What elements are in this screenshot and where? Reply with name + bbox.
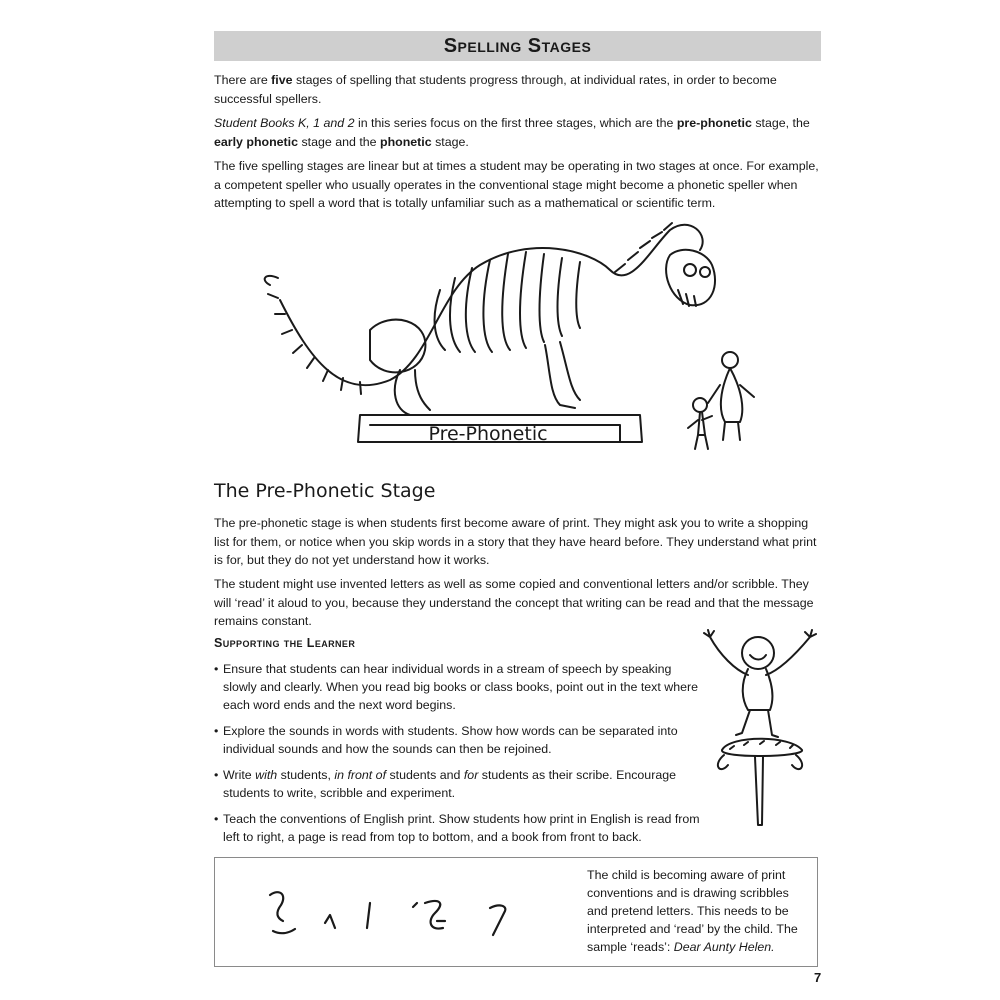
list-text: students and [386, 768, 464, 782]
intro-paragraph-1 [214, 71, 826, 108]
sample-caption-text: The child is becoming aware of print conventions and is drawing scribbles and pretend letters. This needs to be interpreted and ‘read’ by the child. The sample ‘reads’: [587, 868, 798, 954]
list-text: students as their scribe. Encourage students to write, scribble and experiment. [223, 768, 676, 800]
intro-text: stages of spelling that students progress through, at individual rates, in order to become successful spellers. [214, 73, 777, 106]
bold-early-phonetic: early phonetic [214, 134, 299, 149]
support-list [214, 660, 704, 854]
stage-paragraph-2: The student might use invented letters as well as some copied and conventional letters and/or scribble. They will ‘read’ it aloud to you, because they understand the concept that writing can be read and that the message remains constant. [214, 577, 814, 628]
stage-paragraph-1: The pre-phonetic stage is when students first become aware of print. They might ask you to write a shopping list for them, or notice when you skip words in a story that they have heard before. They understand what print is for, but they do not yet understand how it works. [214, 516, 817, 567]
dinosaur-skeleton-illustration [250, 210, 780, 470]
intro-paragraph-2 [214, 114, 826, 151]
stage-heading: The Pre-Phonetic Stage [214, 480, 436, 502]
student-books-italic: Student Books K, 1 and 2 [214, 116, 355, 130]
sample-reads-italic: Dear Aunty Helen. [673, 940, 775, 954]
list-text: Write [223, 768, 256, 782]
sample-caption [587, 866, 812, 956]
intro-text: stage, the [751, 116, 810, 130]
bold-phonetic: phonetic [380, 134, 432, 149]
child-on-mushroom-illustration [700, 625, 825, 855]
support-heading: Supporting the Learner [214, 636, 356, 650]
intro-paragraph-3: The five spelling stages are linear but at times a student may be operating in two stages at once. For example, a competent speller who usually operates in the conventional stage might become a phonetic speller when attempting to spell a word that is totally unfamiliar such as a mathematical or scientific term. [214, 159, 819, 210]
intro-text: in this series focus on the first three stages, which are the [354, 116, 677, 130]
intro-bold-five: five [271, 73, 293, 87]
page-title: Spelling Stages [443, 34, 592, 57]
plinth-label: Pre-Phonetic [428, 423, 548, 445]
list-italic: in front of [334, 768, 387, 782]
page-number: 7 [814, 970, 822, 985]
intro-text: There are [214, 73, 272, 87]
intro-text: stage and the [298, 134, 380, 149]
intro-text: stage. [431, 134, 469, 149]
bold-pre-phonetic: pre-phonetic [676, 116, 752, 130]
writing-sample-box [214, 857, 818, 967]
list-item: • Ensure that students can hear individual words in a stream of speech by speaking slowly and clearly. When you read big books or class books, point out in the text where each word ends and the next word begins. [214, 660, 704, 714]
list-italic: with [255, 768, 278, 782]
list-item: • Explore the sounds in words with students. Show how words can be separated into individual sounds and how the sounds can then be rejoined. [214, 722, 704, 758]
scribble-sample-icon [245, 873, 565, 953]
list-italic: for [463, 768, 479, 782]
list-item [214, 766, 704, 802]
title-bar [214, 31, 821, 61]
list-item: • Teach the conventions of English print. Show students how print in English is read from left to right, a page is read from top to bottom, and a book from front to back. [214, 810, 704, 846]
list-text: students, [277, 768, 335, 782]
